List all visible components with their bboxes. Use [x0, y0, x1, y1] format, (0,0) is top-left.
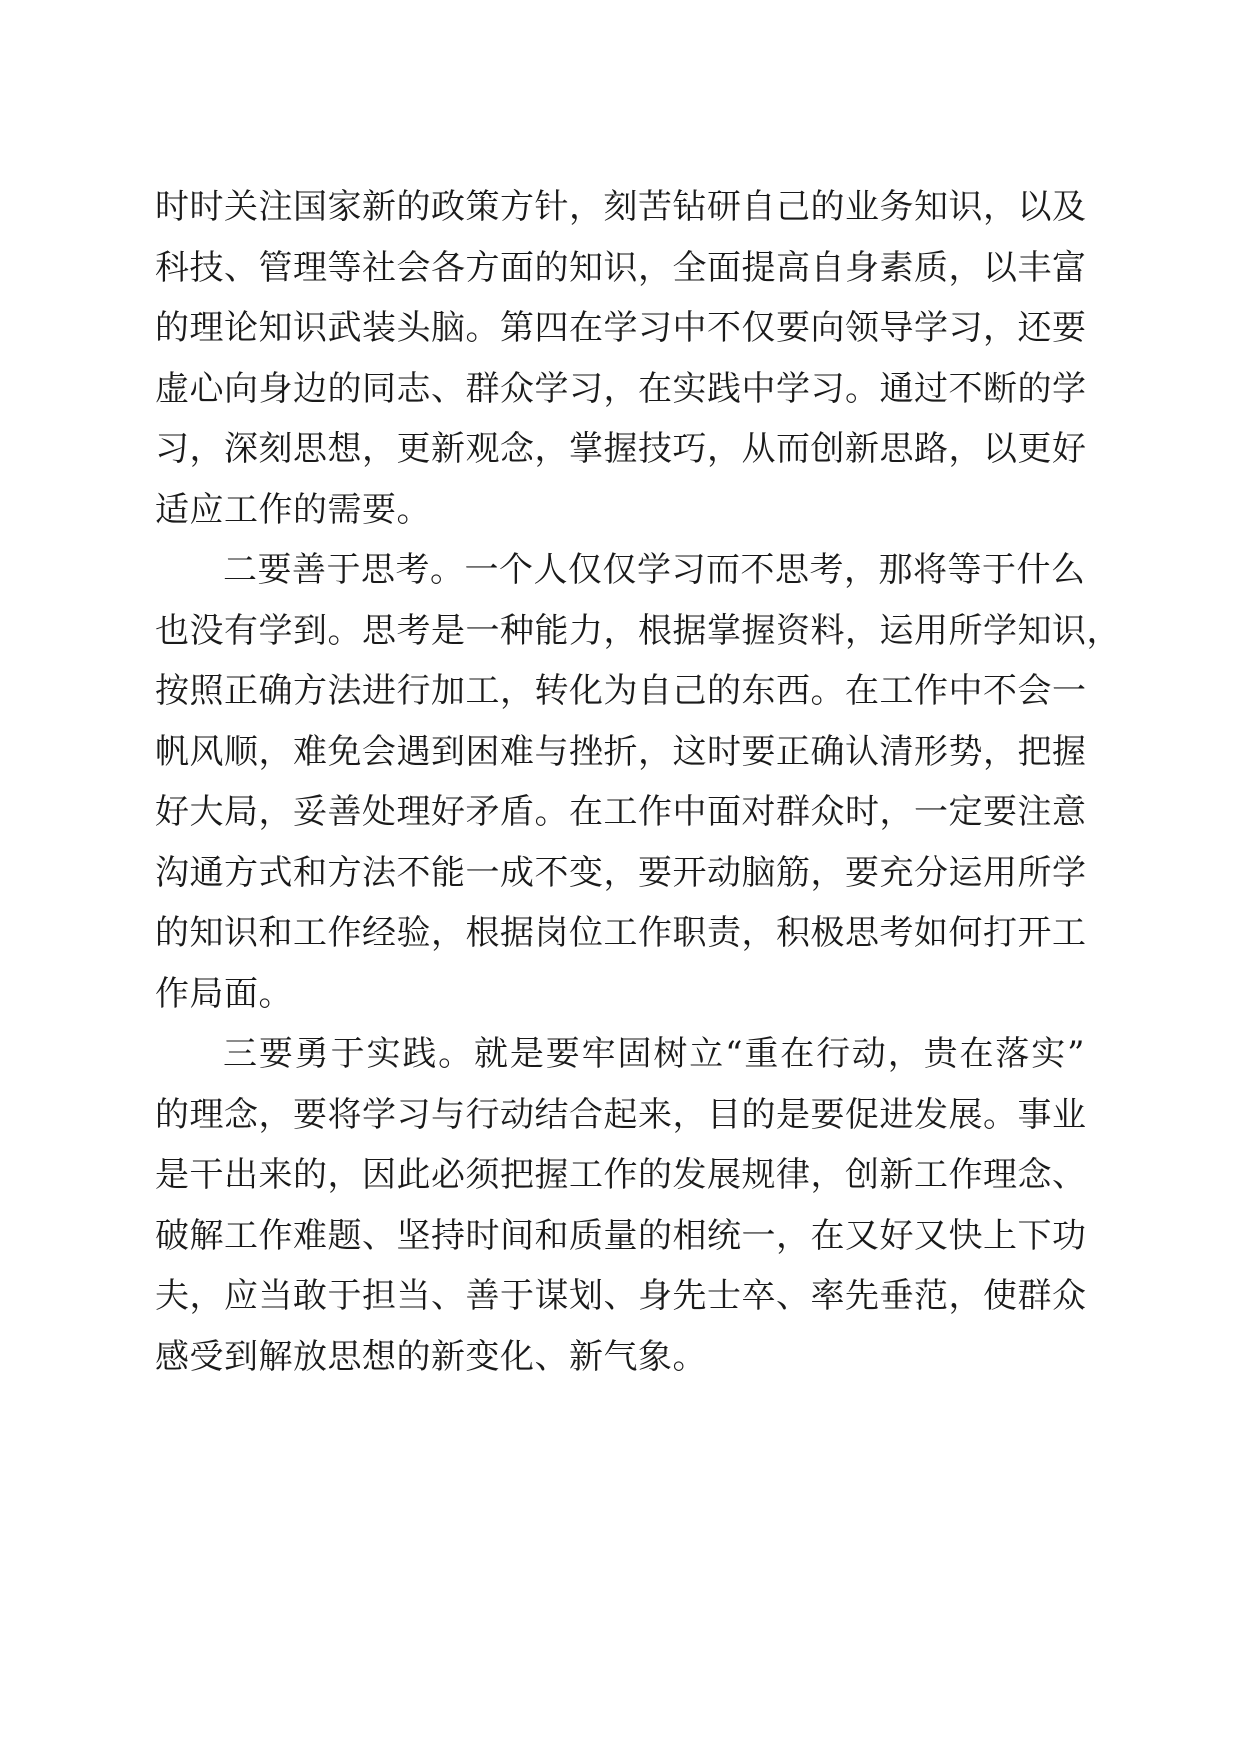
paragraph-line: 二要善于思考。一个人仅仅学习而不思考，那将等于什么	[223, 550, 1086, 590]
paragraph-line: 习，深刻思想，更新观念，掌握技巧，从而创新思路，以更好	[155, 429, 1087, 469]
paragraph-line: 是干出来的，因此必须把握工作的发展规律，创新工作理念、	[155, 1155, 1087, 1195]
document-body	[155, 177, 1121, 1387]
paragraph-line: 好大局，妥善处理好矛盾。在工作中面对群众时，一定要注意	[155, 792, 1087, 832]
paragraph-line: 夫，应当敢于担当、善于谋划、身先士卒、率先垂范，使群众	[155, 1276, 1087, 1316]
paragraph-line: 沟通方式和方法不能一成不变，要开动脑筋，要充分运用所学	[155, 852, 1087, 893]
paragraph-line: 的知识和工作经验，根据岗位工作职责，积极思考如何打开工	[155, 913, 1087, 953]
paragraph-2	[155, 540, 1121, 1024]
paragraph-line: 三要勇于实践。就是要牢固树立“重在行动，贵在落实”	[223, 1034, 1085, 1074]
paragraph-1	[155, 177, 1085, 540]
paragraph-line: 的理论知识武装头脑。第四在学习中不仅要向领导学习，还要	[155, 308, 1087, 348]
paragraph-line: 的理念，要将学习与行动结合起来，目的是要促进发展。事业	[155, 1094, 1087, 1135]
paragraph-line: 科技、管理等社会各方面的知识，全面提高自身素质，以丰富	[155, 247, 1087, 288]
paragraph-line: 时时关注国家新的政策方针，刻苦钻研自己的业务知识，以及	[155, 187, 1087, 227]
paragraph-line: 破解工作难题、坚持时间和质量的相统一，在又好又快上下功	[155, 1215, 1087, 1256]
paragraph-3	[155, 1024, 1085, 1387]
paragraph-line: 作局面。	[155, 973, 293, 1014]
paragraph-line: 帆风顺，难免会遇到困难与挫折，这时要正确认清形势，把握	[155, 731, 1087, 772]
paragraph-line: 按照正确方法进行加工，转化为自己的东西。在工作中不会一	[155, 671, 1087, 711]
paragraph-line: 也没有学到。思考是一种能力，根据掌握资料，运用所学知识，	[155, 610, 1121, 651]
paragraph-line: 感受到解放思想的新变化、新气象。	[155, 1336, 707, 1377]
paragraph-line: 适应工作的需要。	[155, 489, 431, 530]
paragraph-line: 虚心向身边的同志、群众学习，在实践中学习。通过不断的学	[155, 368, 1087, 409]
